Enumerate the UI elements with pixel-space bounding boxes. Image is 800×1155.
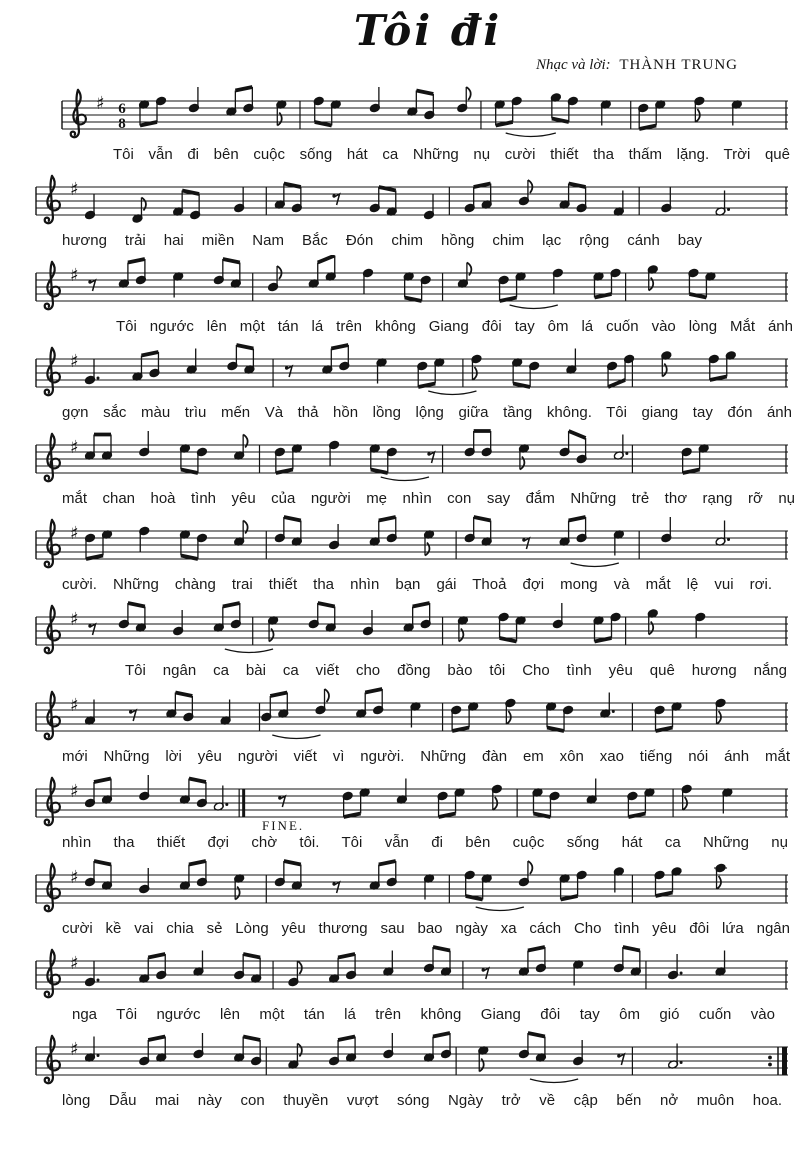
lyric-line: nhìn tha thiết đợi chờ tôi. Tôi vẫn đi bên cuộc sống hát ca Những nụ [62, 834, 788, 851]
staff-system [0, 427, 800, 513]
lyric-row [0, 1005, 800, 1027]
staff-notation [0, 685, 800, 749]
treble-clef-icon [45, 864, 60, 911]
key-signature-sharp: ♯ [70, 609, 79, 630]
staff-system [0, 1029, 800, 1115]
staff-notation [0, 83, 800, 147]
key-signature-sharp: ♯ [70, 351, 79, 372]
treble-clef-icon [45, 262, 60, 309]
key-signature-sharp: ♯ [96, 93, 105, 114]
key-signature-sharp: ♯ [70, 953, 79, 974]
staff-system [0, 685, 800, 771]
lyric-row [0, 575, 800, 597]
lyric-line: mới Những lời yêu người viết vì người. Những đàn em xôn xao tiếng nói ánh mắt [62, 748, 790, 765]
treble-clef-icon [45, 176, 60, 223]
staff-notation [0, 427, 800, 491]
lyric-line: mắt chan hoà tình yêu của người mẹ nhìn con say đắm Những trẻ thơ rạng rỡ nụ [62, 490, 795, 507]
treble-clef-icon [45, 950, 60, 997]
staff-system [0, 255, 800, 341]
lyric-row [0, 747, 800, 769]
staff-notation [0, 169, 800, 233]
staff-notation [0, 255, 800, 319]
key-signature-sharp: ♯ [70, 867, 79, 888]
lyric-row [0, 489, 800, 511]
lyric-line: Tôi vẫn đi bên cuộc sống hát ca Những nụ cười thiết tha thấm lặng. Trời quê [113, 146, 790, 163]
staff-system [0, 943, 800, 1029]
fine-marker: FINE. [262, 818, 305, 833]
staff-notation [0, 513, 800, 577]
treble-clef-icon [71, 90, 86, 137]
staff-system [0, 83, 800, 169]
staff-system [0, 599, 800, 685]
lyric-row [0, 919, 800, 941]
key-signature-sharp: ♯ [70, 437, 79, 458]
time-signature-top: 6 [118, 101, 126, 117]
time-signature-bottom: 8 [118, 116, 126, 132]
key-signature-sharp: ♯ [70, 523, 79, 544]
treble-clef-icon [45, 778, 60, 825]
lyric-line: Tôi ngước lên một tán lá trên không Giang đôi tay ôm lá cuốn vào lòng Mắt ánh [116, 318, 793, 335]
lyric-line: Tôi ngân ca bài ca viết cho đồng bào tôi Cho tình yêu quê hương nắng [125, 662, 787, 679]
composer-name: THÀNH TRUNG [619, 57, 738, 73]
staff-system [0, 341, 800, 427]
lyric-row [0, 661, 800, 683]
lyric-line: cười kề vai chia sẻ Lòng yêu thương sau bao ngày xa cách Cho tình yêu đôi lứa ngân [62, 920, 790, 937]
lyric-line: hương trải hai miền Nam Bắc Đón chim hồng chim lạc rộng cánh bay [62, 232, 702, 249]
credit-label: Nhạc và lời: [535, 57, 611, 73]
staff-notation [0, 771, 800, 835]
lyric-line: nga Tôi ngước lên một tán lá trên không Giang đôi tay ôm gió cuốn vào [72, 1006, 775, 1023]
key-signature-sharp: ♯ [70, 781, 79, 802]
lyric-row [0, 1091, 800, 1113]
staff-system [0, 169, 800, 255]
treble-clef-icon [45, 1036, 60, 1083]
staff-notation [0, 599, 800, 663]
treble-clef-icon [45, 434, 60, 481]
lyric-row [0, 317, 800, 339]
staff-system [0, 513, 800, 599]
key-signature-sharp: ♯ [70, 695, 79, 716]
treble-clef-icon [45, 520, 60, 567]
staff-system [0, 771, 800, 857]
staff-notation [0, 341, 800, 405]
credit-line [0, 57, 800, 81]
score [0, 83, 800, 1115]
song-title: Tôi đi [353, 6, 503, 55]
lyric-row [0, 231, 800, 253]
treble-clef-icon [45, 348, 60, 395]
key-signature-sharp: ♯ [70, 1039, 79, 1060]
lyric-line: gợn sắc màu trìu mến Và thả hồn lồng lộng giữa tầng không. Tôi giang tay đón ánh [62, 404, 792, 421]
lyric-line: cười. Những chàng trai thiết tha nhìn bạn gái Thoả đợi mong và mắt lệ vui rơi. [62, 576, 772, 593]
treble-clef-icon [45, 606, 60, 653]
key-signature-sharp: ♯ [70, 179, 79, 200]
lyric-line: lòng Dẫu mai này con thuyền vượt sóng Ngày trở về cập bến nở muôn hoa. [62, 1092, 782, 1109]
key-signature-sharp: ♯ [70, 265, 79, 286]
staff-notation [0, 943, 800, 1007]
lyric-row [0, 145, 800, 167]
staff-notation [0, 1029, 800, 1093]
staff-system [0, 857, 800, 943]
lyric-row [0, 818, 800, 855]
lyric-row [0, 403, 800, 425]
treble-clef-icon [45, 692, 60, 739]
staff-notation [0, 857, 800, 921]
